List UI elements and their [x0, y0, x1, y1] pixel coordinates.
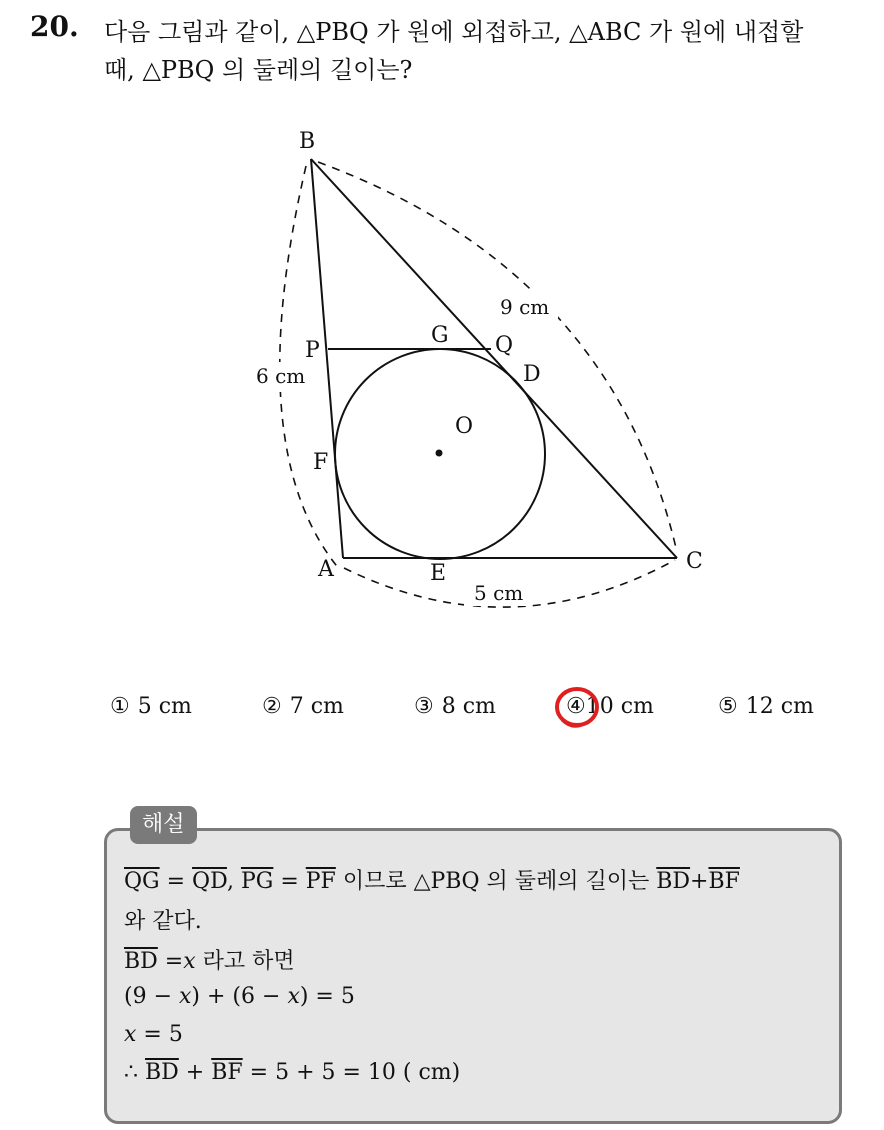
choice-1[interactable]	[110, 694, 192, 719]
length-bc: 9 cm	[500, 295, 550, 319]
solution-line-2: 와 같다.	[124, 909, 202, 934]
side-bc	[311, 159, 677, 558]
segment-qd: $\overline{QD}$	[192, 869, 227, 894]
center-point-o	[436, 450, 443, 457]
label-f: F	[313, 450, 329, 475]
label-p: P	[305, 338, 320, 363]
solution-line-3: $\overline{BD} =x$ 라고 하면	[124, 949, 295, 974]
segment-pg: $\overline{PG}$	[240, 869, 274, 894]
label-d: D	[523, 362, 541, 387]
solution-tab: 해설	[130, 806, 197, 844]
choice-5[interactable]	[718, 694, 814, 719]
segment-pf: $\overline{PF}$	[305, 869, 336, 894]
question-text-line-2: 때, △PBQ 의 둘레의 길이는?	[104, 56, 413, 84]
solution-line-5: x = 5	[124, 1022, 183, 1047]
choice-4-mark: ④	[566, 694, 586, 719]
choice-4-text: 10 cm	[585, 694, 654, 719]
length-ac: 5 cm	[474, 581, 524, 605]
choice-5-text: 12 cm	[745, 694, 814, 719]
choice-3-text: 8 cm	[441, 694, 496, 719]
choice-2-mark: ②	[262, 694, 282, 719]
label-q: Q	[495, 333, 514, 358]
solution-line-4: (9 − x) + (6 − x) = 5	[124, 984, 355, 1009]
segment-bd: $\overline{BD}$	[656, 869, 691, 894]
label-o: O	[455, 414, 474, 439]
choice-5-mark: ⑤	[718, 694, 738, 719]
solution-line-1: $\overline{QG} = \overline{QD}$, $\overline{PG} = \overline{PF}$ 이므로 △PBQ 의 둘레의 길이는 $\overline{BD}+\overline{BF}$	[124, 869, 740, 894]
label-e: E	[430, 561, 447, 586]
label-g: G	[431, 323, 449, 348]
segment-qg: $\overline{QG}$	[124, 869, 160, 894]
choice-1-mark: ①	[110, 694, 130, 719]
label-b: B	[299, 129, 316, 154]
solution-line-6: ∴ $\overline{BD} + \overline{BF} = 5 + 5 = 10$ ( cm)	[124, 1060, 461, 1085]
answer-circle-mark	[550, 684, 604, 734]
length-ab: 6 cm	[256, 364, 306, 388]
question-number: 20.	[30, 10, 79, 43]
segment-bf: $\overline{BF}$	[708, 869, 740, 894]
label-a: A	[318, 557, 334, 582]
choice-1-text: 5 cm	[137, 694, 192, 719]
label-c: C	[686, 549, 703, 574]
choice-3[interactable]	[414, 694, 496, 719]
choice-3-mark: ③	[414, 694, 434, 719]
question-text-line-1: 다음 그림과 같이, △PBQ 가 원에 외접하고, △ABC 가 원에 내접할	[104, 18, 804, 46]
choice-2[interactable]	[262, 694, 344, 719]
choice-2-text: 7 cm	[289, 694, 344, 719]
